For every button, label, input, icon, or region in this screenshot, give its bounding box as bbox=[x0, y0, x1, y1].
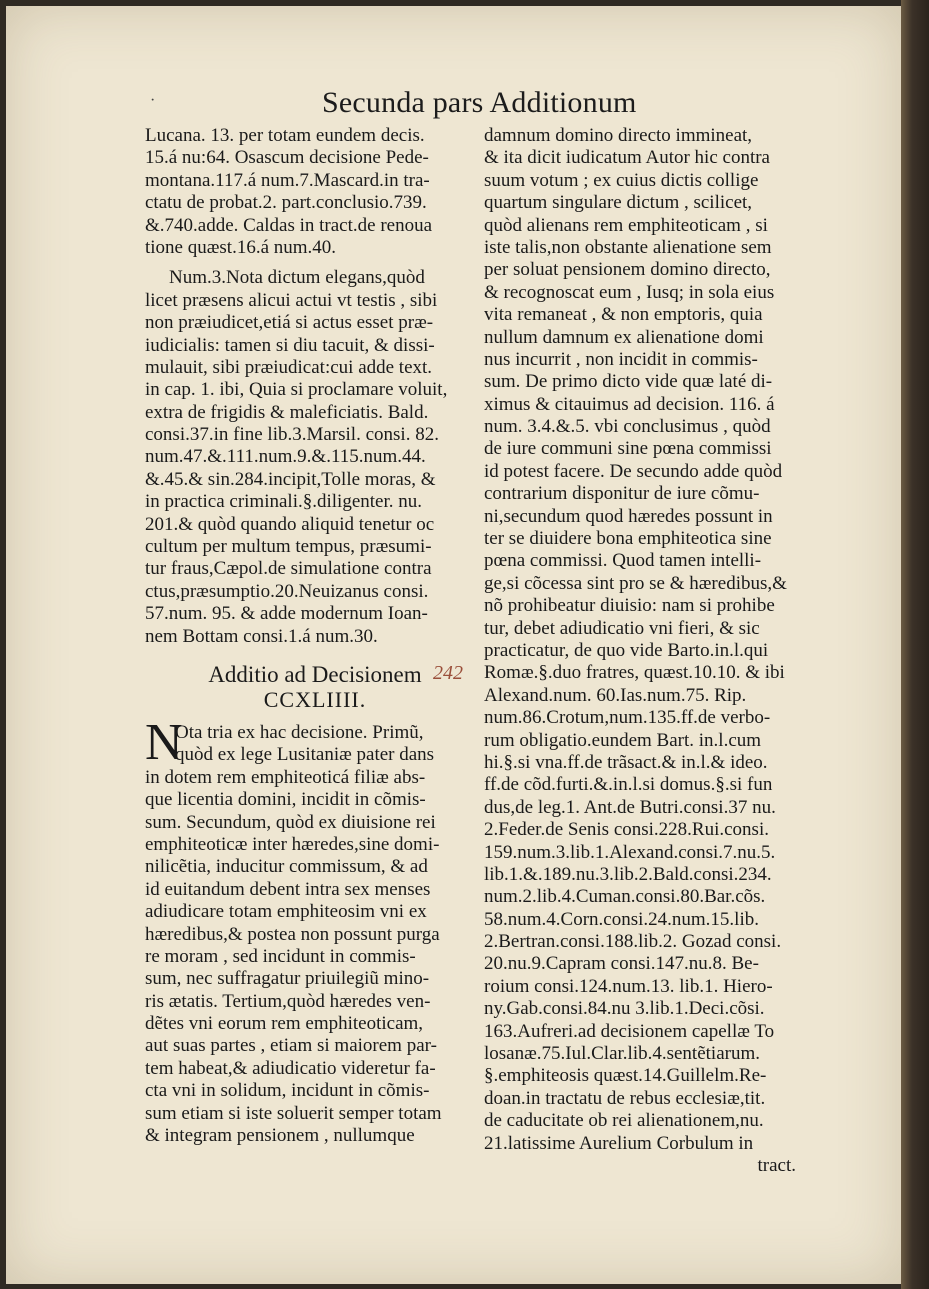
text-line: licet præsens alicui actui vt testis , sibi bbox=[145, 289, 438, 311]
text-line: hi.§.si vna.ff.de trãsact.& in.l.& ideo. bbox=[484, 751, 768, 773]
text-line: non præiudicet,etiá si actus esset præ- bbox=[145, 312, 434, 334]
text-line: ni,secundum quod hæredes possunt in bbox=[484, 505, 773, 527]
text-line: 2.Feder.de Senis consi.228.Rui.consi. bbox=[484, 819, 769, 841]
right-column bbox=[484, 125, 796, 1177]
text-line: mulauit, sibi præiudicat:cui adde text. bbox=[145, 356, 433, 378]
text-line: quòd alienans rem emphiteoticam , si bbox=[484, 214, 768, 236]
text-line: Num.3.Nota dictum elegans,quòd bbox=[169, 267, 425, 289]
text-line: nus incurrit , non incidit in commis- bbox=[484, 348, 758, 370]
text-line: tur fraus,Cæpol.de simulatione contra bbox=[145, 558, 432, 580]
text-line: pœna commissi. Quod tamen intelli- bbox=[484, 550, 762, 572]
text-line: in practica criminali.§.diligenter. nu. bbox=[145, 491, 422, 513]
text-line: dẽtes vni eorum rem emphiteoticam, bbox=[145, 1013, 424, 1035]
text-line: extra de frigidis & maleficiatis. Bald. bbox=[145, 401, 429, 423]
text-line: tract. bbox=[757, 1154, 796, 1176]
text-line: nem Bottam consi.1.á num.30. bbox=[145, 625, 378, 647]
text-line: sum. Secundum, quòd ex diuisione rei bbox=[145, 811, 436, 833]
text-line: dus,de leg.1. Ant.de Butri.consi.37 nu. bbox=[484, 796, 776, 818]
num3-paragraph bbox=[145, 267, 465, 648]
text-line bbox=[145, 744, 465, 766]
text-line: iudicialis: tamen si diu tacuit, & dissi- bbox=[145, 334, 435, 356]
drop-cap: N bbox=[145, 713, 183, 771]
text-line: que licentia domini, incidit in cõmis- bbox=[145, 789, 426, 811]
text-line: de caducitate ob rei alienationem,nu. bbox=[484, 1110, 764, 1132]
text-line: lib.1.&.189.nu.3.lib.2.Bald.consi.234. bbox=[484, 863, 772, 885]
text-line: practicatur, de quo vide Barto.in.l.qui bbox=[484, 639, 769, 661]
text-line: num.86.Crotum,num.135.ff.de verbo- bbox=[484, 707, 771, 729]
text-line: 159.num.3.lib.1.Alexand.consi.7.nu.5. bbox=[484, 841, 776, 863]
text-line: montana.117.á num.7.Mascard.in tra- bbox=[145, 169, 430, 191]
page-mark: · bbox=[150, 92, 156, 109]
text-line: iste talis,non obstante alienatione sem bbox=[484, 236, 772, 258]
text-line: emphiteoticæ inter hæredes,sine domi- bbox=[145, 833, 440, 855]
text-line: num. 3.4.&.5. vbi conclusimus , quòd bbox=[484, 416, 771, 438]
text-line: id euitandum debent intra sex menses bbox=[145, 878, 431, 900]
text-line: damnum domino directo immineat, bbox=[484, 125, 753, 146]
text-line: ny.Gab.consi.84.nu 3.lib.1.Deci.cõsi. bbox=[484, 998, 765, 1020]
text-line: hæredibus,& postea non possunt purga bbox=[145, 923, 440, 945]
text-line: 21.latissime Aurelium Corbulum in bbox=[484, 1132, 754, 1154]
text-line: re moram , sed incidunt in commis- bbox=[145, 945, 416, 967]
text-line: nõ prohibeatur diuisio: nam si prohibe bbox=[484, 595, 775, 617]
left-top-paragraph bbox=[145, 125, 465, 259]
text-line: quartum singulare dictum , scilicet, bbox=[484, 192, 753, 214]
text-line: ximus & citauimus ad decision. 116. á bbox=[484, 393, 775, 415]
text-line: &.45.& sin.284.incipit,Tolle moras, & bbox=[145, 468, 436, 490]
text-line: 201.& quòd quando aliquid tenetur oc bbox=[145, 513, 435, 535]
text-line: de iure communi sine pœna commissi bbox=[484, 438, 772, 460]
text-line: per soluat pensionem domino directo, bbox=[484, 259, 771, 281]
text-line: num.47.&.111.num.9.&.115.num.44. bbox=[145, 446, 426, 468]
text-line: & ita dicit iudicatum Autor hic contra bbox=[484, 147, 770, 169]
left-column bbox=[145, 125, 465, 1147]
text-line: ctus,præsumptio.20.Neuizanus consi. bbox=[145, 580, 429, 602]
text-line: adiudicare totam emphiteosim vni ex bbox=[145, 901, 427, 923]
addition-number: CCXLIIII. bbox=[263, 686, 367, 712]
text-line: ctatu de probat.2. part.conclusio.739. bbox=[145, 192, 427, 214]
text-line: &.740.adde. Caldas in tract.de renoua bbox=[145, 214, 433, 236]
addition-title: Additio ad Decisionem bbox=[208, 661, 422, 687]
text-line: nilicẽtia, inducitur commissum, & ad bbox=[145, 856, 428, 878]
text-line: rum obligatio.eundem Bart. in.l.cum bbox=[484, 729, 762, 751]
text-line: tem habeat,& adiudicatio videretur fa- bbox=[145, 1057, 436, 1079]
text-line: aut suas partes , etiam si maiorem par- bbox=[145, 1035, 437, 1057]
text-line-content: Ota tria ex hac decisione. Primũ, bbox=[175, 721, 424, 743]
text-line: 57.num. 95. & adde modernum Ioan- bbox=[145, 603, 428, 625]
text-line: 15.á nu:64. Osascum decisione Pede- bbox=[145, 147, 429, 169]
text-line: vita remaneat , & non emptoris, quia bbox=[484, 304, 763, 326]
text-line: Romæ.§.duo fratres, quæst.10.10. & ibi bbox=[484, 662, 785, 684]
text-line: ge,si cõcessa sint pro se & hæredibus,& bbox=[484, 572, 787, 594]
text-line: cultum per multum tempus, præsumi- bbox=[145, 536, 432, 558]
text-line: id potest facere. De secundo adde quòd bbox=[484, 460, 783, 482]
text-line: contrarium disponitur de iure cõmu- bbox=[484, 483, 760, 505]
text-line: Alexand.num. 60.Ias.num.75. Rip. bbox=[484, 684, 747, 706]
text-line: sum. De primo dicto vide quæ laté di- bbox=[484, 371, 773, 393]
text-line: ter se diuidere bona emphiteotica sine bbox=[484, 528, 772, 550]
text-line: sum etiam si iste soluerit semper totam bbox=[145, 1102, 442, 1124]
text-line: in dotem rem emphiteoticá filiæ abs- bbox=[145, 766, 426, 788]
text-line: 58.num.4.Corn.consi.24.num.15.lib. bbox=[484, 908, 759, 930]
text-line: ff.de cõd.furti.&.in.l.si domus.§.si fun bbox=[484, 774, 773, 796]
text-line: cta vni in solidum, incidunt in cõmis- bbox=[145, 1080, 430, 1102]
text-line: num.2.lib.4.Cuman.consi.80.Bar.cõs. bbox=[484, 886, 766, 908]
text-line: in cap. 1. ibi, Quia si proclamare voluit, bbox=[145, 379, 448, 401]
additio-paragraph bbox=[145, 713, 465, 1147]
text-line: consi.37.in fine lib.3.Marsil. consi. 82. bbox=[145, 424, 439, 446]
text-line: tione quæst.16.á num.40. bbox=[145, 236, 337, 258]
text-line: 20.nu.9.Capram consi.147.nu.8. Be- bbox=[484, 953, 759, 975]
right-paragraph bbox=[484, 125, 796, 1177]
text-line: tur, debet adiudicatio vni fieri, & sic bbox=[484, 617, 760, 639]
text-line: 163.Aufreri.ad decisionem capellæ To bbox=[484, 1020, 775, 1042]
text-line: 2.Bertran.consi.188.lib.2. Gozad consi. bbox=[484, 931, 782, 953]
text-line: nullum damnum ex alienatione domi bbox=[484, 326, 764, 348]
text-line-content: quòd ex lege Lusitaniæ pater dans bbox=[175, 744, 435, 766]
text-line: Lucana. 13. per totam eundem decis. bbox=[145, 125, 425, 146]
text-line: roium consi.124.num.13. lib.1. Hiero- bbox=[484, 975, 773, 997]
text-line: & recognoscat eum , Iusq; in sola eius bbox=[484, 281, 775, 303]
text-line: & integram pensionem , nullumque bbox=[145, 1125, 415, 1147]
handwritten-annotation: 242 bbox=[433, 661, 463, 684]
text-line: sum, nec suffragatur priuilegiũ mino- bbox=[145, 968, 430, 990]
running-header: Secunda pars Additionum bbox=[322, 86, 637, 119]
text-line: doan.in tractatu de rebus ecclesiæ,tit. bbox=[484, 1087, 766, 1109]
text-line: losanæ.75.Iul.Clar.lib.4.sentẽtiarum. bbox=[484, 1043, 760, 1065]
addition-heading bbox=[145, 662, 465, 688]
facing-page-edge bbox=[901, 0, 929, 1289]
text-line: suum votum ; ex cuius dictis collige bbox=[484, 169, 759, 191]
text-line: ris ætatis. Tertium,quòd hæredes ven- bbox=[145, 990, 431, 1012]
text-line: §.emphiteosis quæst.14.Guillelm.Re- bbox=[484, 1065, 767, 1087]
